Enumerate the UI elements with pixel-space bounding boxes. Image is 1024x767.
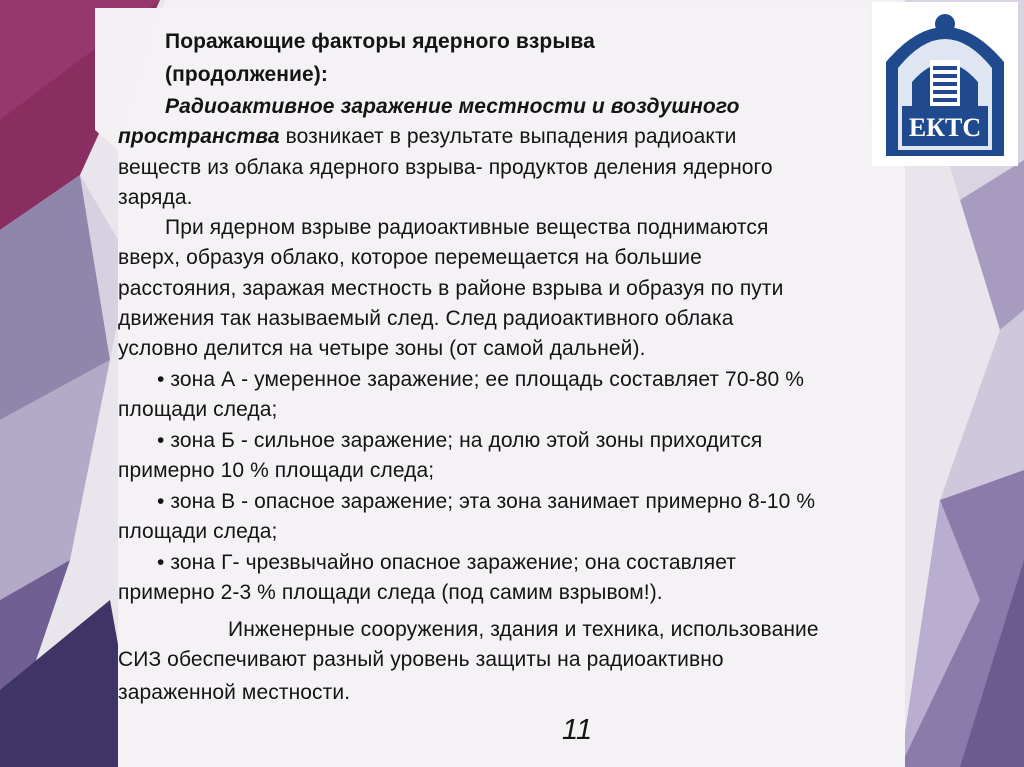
- paragraph-2-line-3: расстояния, заражая местность в районе взрыва и образуя по пути: [118, 277, 784, 300]
- paragraph-2-line-4: движения так называемый след. След радиоактивного облака: [118, 307, 734, 330]
- paragraph-2-line-5: условно делится на четыре зоны (от самой дальней).: [118, 337, 646, 360]
- page-number: 11: [562, 714, 593, 746]
- intro-line-4: заряда.: [118, 186, 193, 209]
- zone-b-line-1: • зона Б - сильное заражение; на долю этой зоны приходится: [157, 429, 763, 452]
- paragraph-2-line-2: вверх, образуя облако, которое перемещается на большие: [118, 246, 702, 269]
- zone-v-line-1: • зона В - опасное заражение; эта зона занимает примерно 8-10 %: [157, 490, 816, 513]
- intro-line-2-rest: возникает в результате выпадения радиоакти: [279, 125, 737, 148]
- intro-line-2: [118, 124, 737, 150]
- zone-g-line-2: примерно 2-3 % площади следа (под самим взрывом!).: [118, 581, 663, 604]
- intro-line-3: веществ из облака ядерного взрыва- продуктов деления ядерного: [118, 156, 773, 179]
- heading-line-2: (продолжение):: [165, 63, 328, 86]
- zone-v-line-2: площади следа;: [118, 520, 278, 543]
- intro-term-continued: пространства: [118, 125, 280, 148]
- conclusion-line-2: СИЗ обеспечивают разный уровень защиты на радиоактивно: [118, 648, 724, 671]
- zone-g-line-1: • зона Г- чрезвычайно опасное заражение; она составляет: [157, 551, 737, 574]
- paragraph-2-line-1: При ядерном взрыве радиоактивные вещества поднимаются: [165, 216, 769, 239]
- heading-line-1: Поражающие факторы ядерного взрыва: [165, 30, 595, 53]
- zone-b-line-2: примерно 10 % площади следа;: [118, 459, 435, 482]
- conclusion-line-3: зараженной местности.: [118, 681, 351, 704]
- intro-term: Радиоактивное заражение местности и воздушного: [165, 95, 740, 118]
- logo-text: ЕКТС: [908, 113, 982, 142]
- zone-a-line-2: площади следа;: [118, 398, 278, 421]
- zone-a-line-1: • зона А - умеренное заражение; ее площадь составляет 70-80 %: [157, 368, 804, 391]
- conclusion-line-1: Инженерные сооружения, здания и техника, использование: [228, 618, 819, 641]
